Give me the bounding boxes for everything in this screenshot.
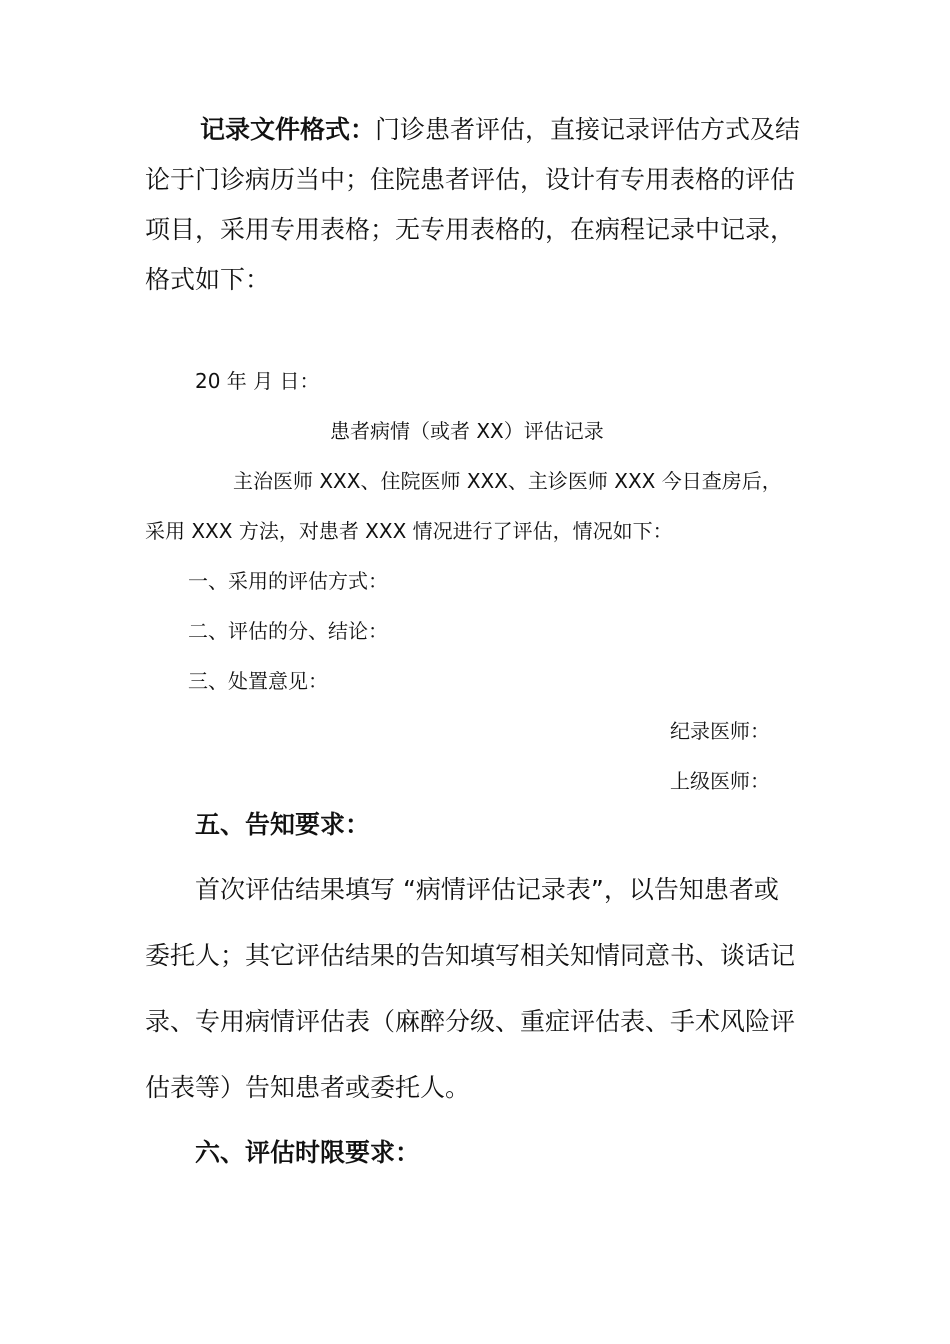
section6-heading: 六、评估时限要求： <box>195 1138 421 1167</box>
section5-line: 录、专用病情评估表（麻醉分级、重症评估表、手术风险评 <box>145 1007 796 1036</box>
record-item: 三、处置意见： <box>188 669 328 693</box>
section5-heading: 五、告知要求： <box>195 810 371 839</box>
section5-line: 首次评估结果填写 “病情评估记录表”，以告知患者或 <box>195 875 779 904</box>
signature-senior: 上级医师： <box>670 769 770 793</box>
record-title: 患者病情（或者 XX）评估记录 <box>330 419 604 443</box>
intro-first-line <box>200 117 800 142</box>
section5-line: 估表等）告知患者或委托人。 <box>145 1073 471 1102</box>
record-body-line: 主治医师 XXX、住院医师 XXX、主诊医师 XXX 今日查房后， <box>233 469 782 493</box>
intro-line: 项目，采用专用表格；无专用表格的，在病程记录中记录， <box>145 215 796 244</box>
intro-line: 论于门诊病历当中；住院患者评估，设计有专用表格的评估 <box>145 165 796 194</box>
signature-recorder: 纪录医师： <box>670 719 770 743</box>
intro-line: 门诊患者评估，直接记录评估方式及结 <box>375 115 801 144</box>
record-item: 二、评估的分、结论： <box>188 619 388 643</box>
record-body-line: 采用 XXX 方法，对患者 XXX 情况进行了评估，情况如下： <box>145 519 673 543</box>
intro-line: 格式如下： <box>145 265 271 294</box>
date-line: 20 年 月 日： <box>195 369 320 393</box>
intro-label: 记录文件格式： <box>200 115 376 144</box>
record-item: 一、采用的评估方式： <box>188 569 388 593</box>
section5-line: 委托人；其它评估结果的告知填写相关知情同意书、谈话记 <box>145 941 796 970</box>
